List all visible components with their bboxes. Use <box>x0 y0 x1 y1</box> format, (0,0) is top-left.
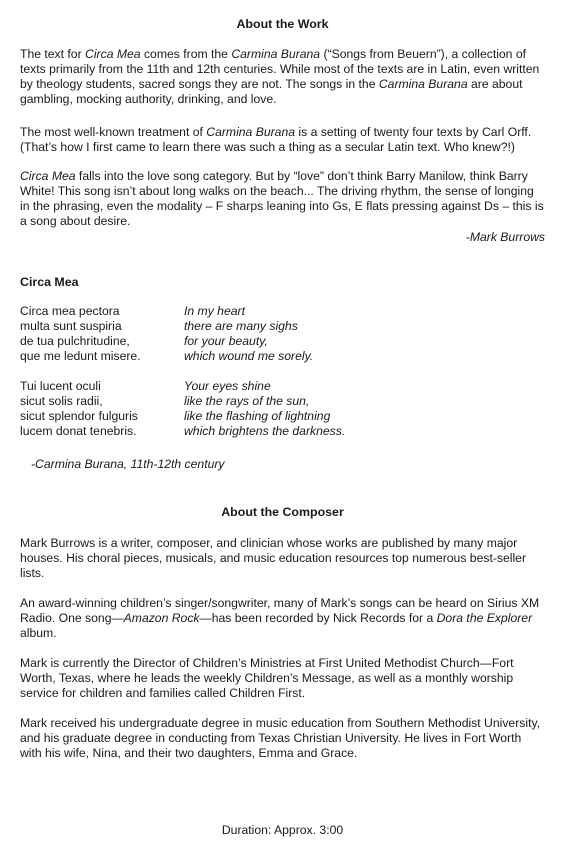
english-line: there are many sighs <box>184 319 298 333</box>
latin-line: Tui lucent oculi <box>20 379 101 393</box>
work-paragraph-2: The most well-known treatment of Carmina Burana is a setting of twenty four texts by Carl Orff. (That’s how I first came to learn there was such a thing as a secular Latin text. Who knew?!) <box>20 125 532 154</box>
latin-line: Circa mea pectora <box>20 304 120 318</box>
work-paragraph-3: Circa Mea falls into the love song category. But by “love” don’t think Barry Manilow, think Barry White! This song isn’t about long walks on the beach... The driving rhythm, the sense of longing in the phrasing, even the modality – F sharps leaning into Gs, E flats pressing against Ds – this is a song about desire. <box>20 169 544 228</box>
about-composer-heading: About the Composer <box>221 505 344 519</box>
poem-line <box>20 394 545 409</box>
english-line: Your eyes shine <box>184 379 271 393</box>
poem-line <box>20 304 545 319</box>
composer-paragraph-2: An award-winning children’s singer/songwriter, many of Mark’s songs can be heard on Sirius XM Radio. One song—Amazon Rock—has been recorded by Nick Records for a Dora the Explorer album. <box>20 596 540 640</box>
english-line: for your beauty, <box>184 334 268 348</box>
poem-title: Circa Mea <box>20 275 79 289</box>
about-work-heading: About the Work <box>236 17 329 31</box>
english-line: which brightens the darkness. <box>184 424 346 438</box>
poem-stanza-2 <box>20 379 545 439</box>
english-line: which wound me sorely. <box>184 349 314 363</box>
poem-line <box>20 409 545 424</box>
poem-line <box>20 424 545 439</box>
latin-line: multa sunt suspiria <box>20 319 122 333</box>
latin-line: sicut solis radii, <box>20 394 103 408</box>
composer-paragraph-4: Mark received his undergraduate degree in music education from Southern Methodist University, and his graduate degree in conducting from Texas Christian University. He lives in Fort Worth with his wife, Nina, and their two daughters, Emma and Grace. <box>20 716 541 760</box>
latin-line: de tua pulchritudine, <box>20 334 130 348</box>
poem-line <box>20 334 545 349</box>
poem-line <box>20 379 545 394</box>
poem-stanza-1 <box>20 304 545 364</box>
english-line: In my heart <box>184 304 245 318</box>
english-line: like the flashing of lightning <box>184 409 331 423</box>
composer-paragraph-3: Mark is currently the Director of Children’s Ministries at First United Methodist Church—Fort Worth, Texas, where he leads the weekly Children’s Message, as well as a monthly worship service for children and families called Children First. <box>20 656 514 700</box>
poem-line <box>20 349 545 364</box>
latin-line: que me ledunt misere. <box>20 349 141 363</box>
latin-line: sicut splendor fulguris <box>20 409 138 423</box>
poem-line <box>20 319 545 334</box>
work-paragraph-1: The text for Circa Mea comes from the Carmina Burana (“Songs from Beuern”), a collection of texts primarily from the 11th and 12th centuries. While most of the texts are in Latin, even written by theology students, sacred songs they are not. The songs in the Carmina Burana are about gambling, mocking authority, drinking, and love. <box>20 47 540 106</box>
poem-source: -Carmina Burana, 11th-12th century <box>31 457 225 471</box>
latin-line: lucem donat tenebris. <box>20 424 137 438</box>
work-signature: -Mark Burrows <box>465 230 545 244</box>
composer-paragraph-1: Mark Burrows is a writer, composer, and clinician whose works are published by many major houses. His choral pieces, musicals, and music education resources top numerous best-seller lists. <box>20 536 527 580</box>
duration-note: Duration: Approx. 3:00 <box>221 823 344 837</box>
english-line: like the rays of the sun, <box>184 394 310 408</box>
